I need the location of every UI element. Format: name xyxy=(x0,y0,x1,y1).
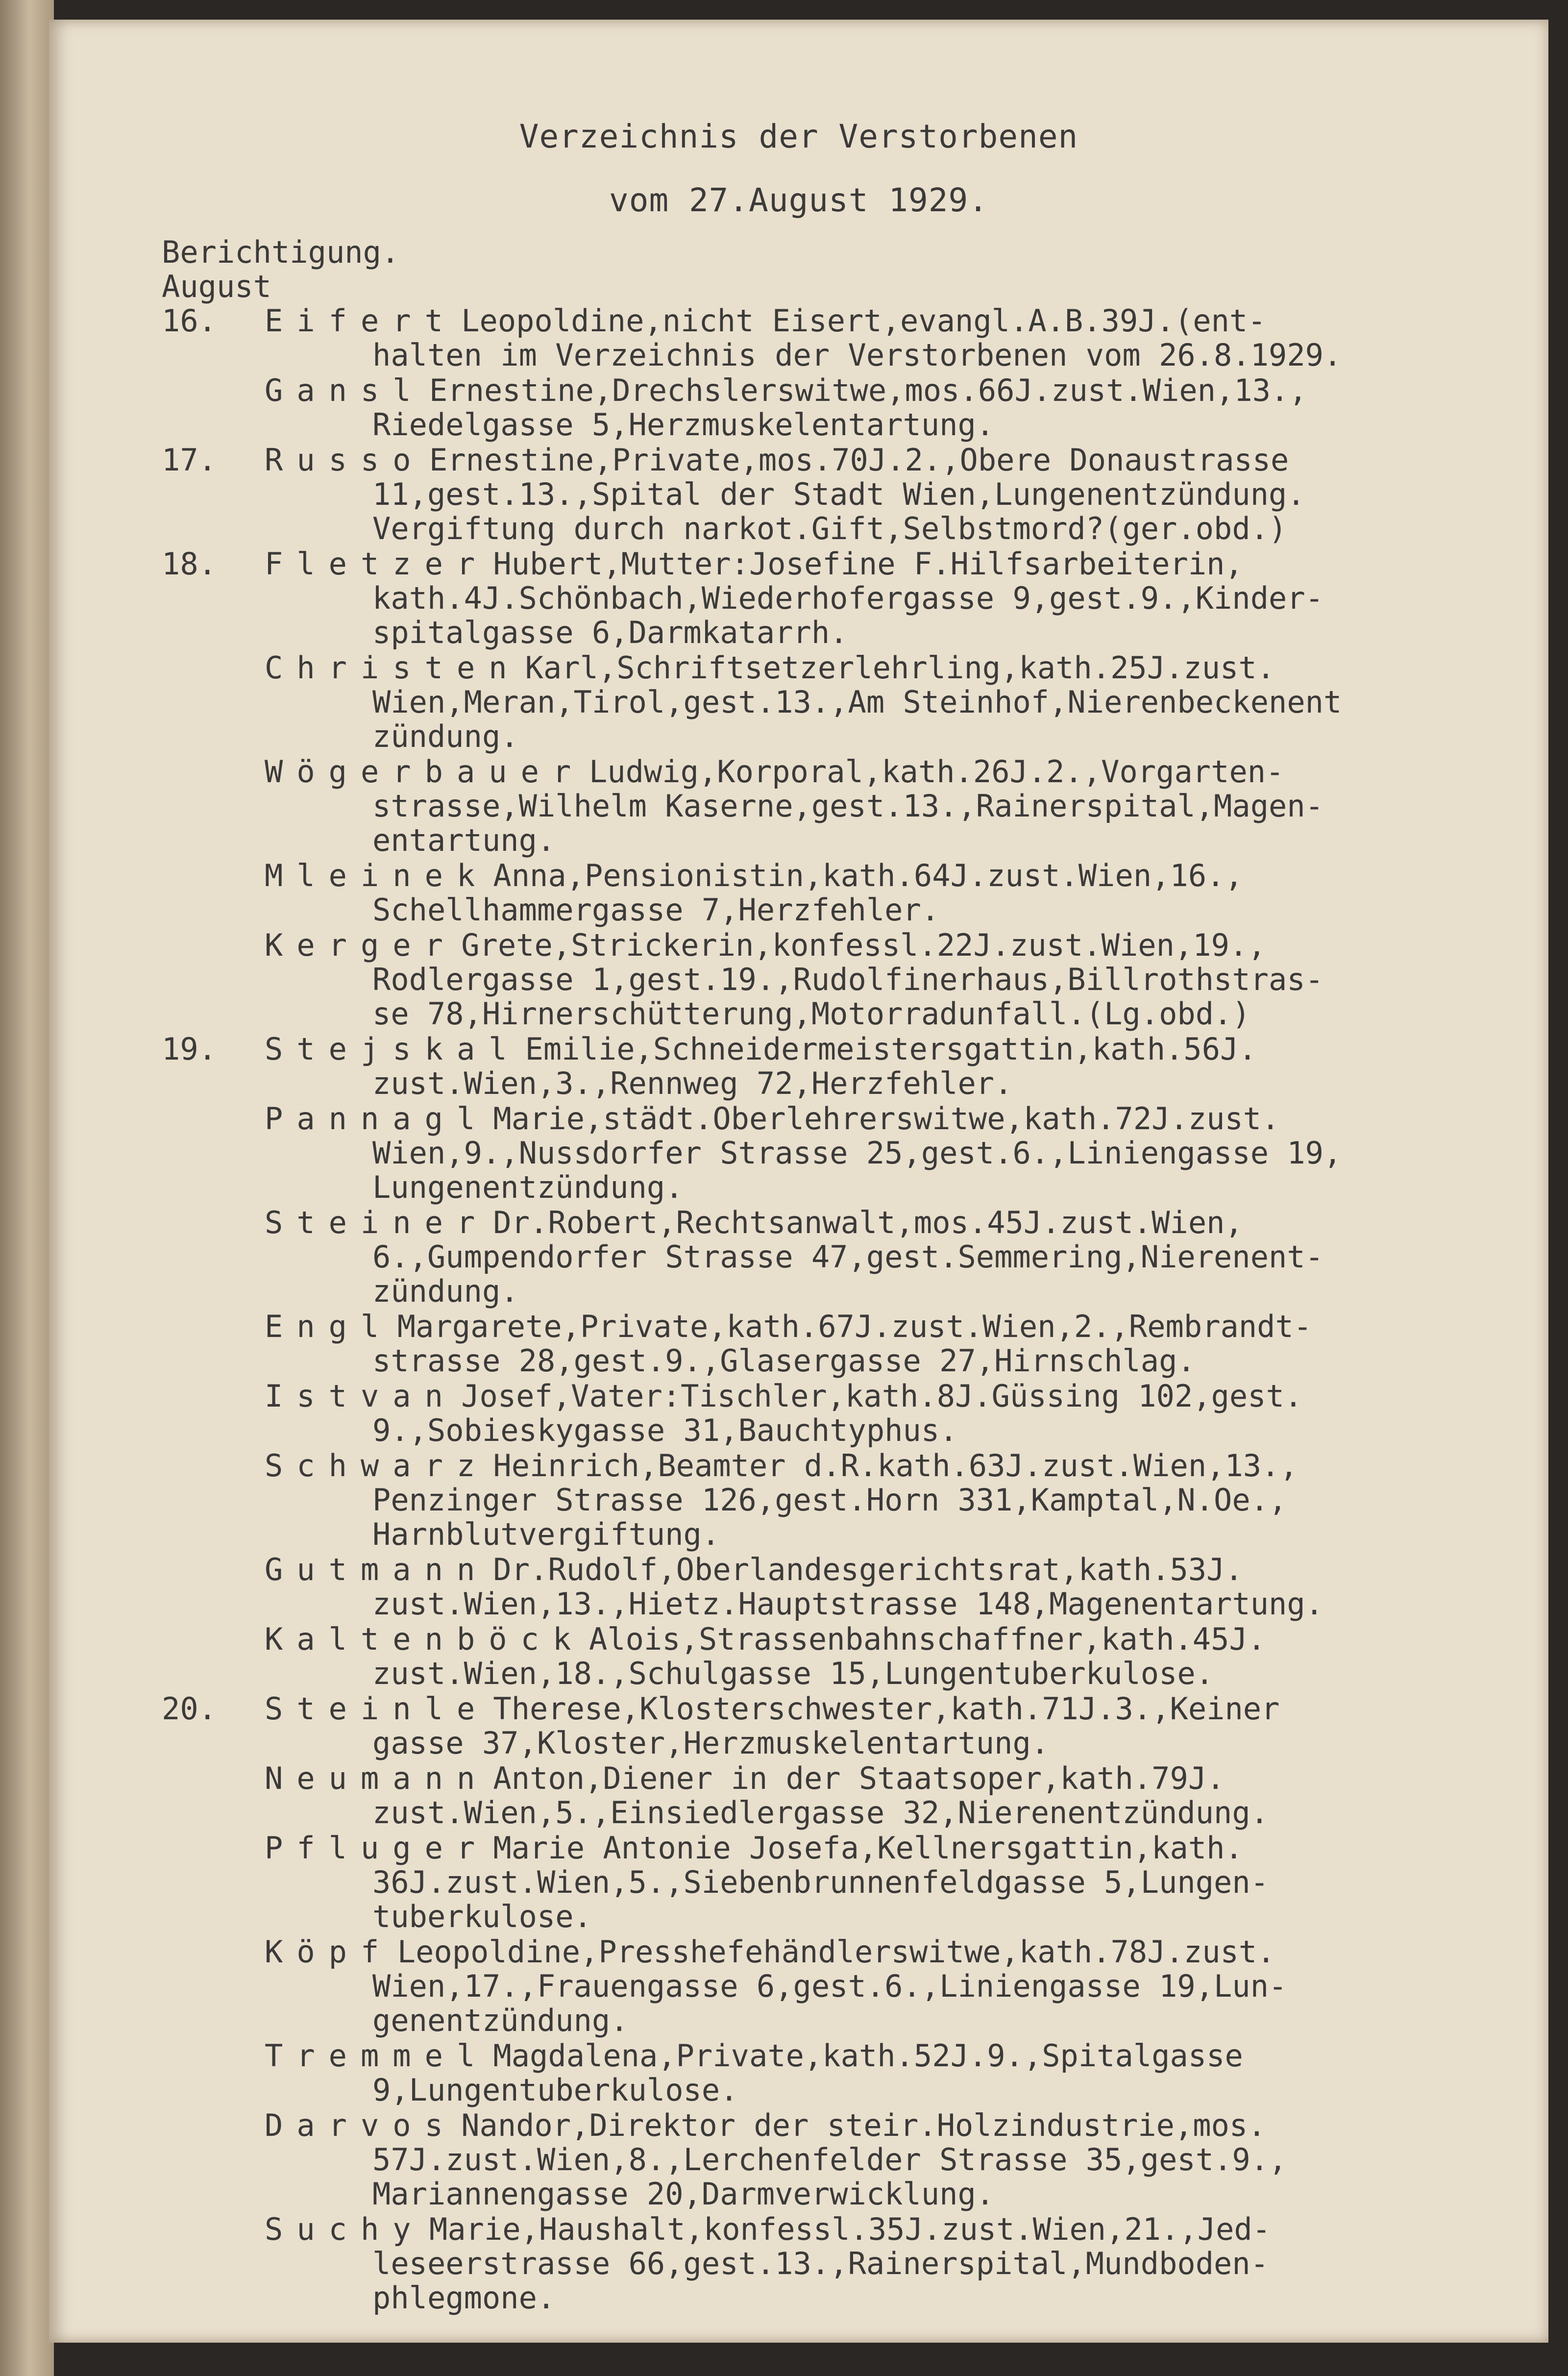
entry-item xyxy=(49,1032,1548,1101)
entry-continuation-line: zust.Wien,3.,Rennweg 72,Herzfehler. xyxy=(372,1065,1013,1101)
entry-continuation-line: zündung. xyxy=(372,718,519,754)
entry-first-line: Grete,Strickerin,konfessl.22J.zust.Wien,19., xyxy=(461,927,1266,963)
entry-first-line: Karl,Schriftsetzerlehrling,kath.25J.zust. xyxy=(525,650,1275,686)
entry-surname: Russo xyxy=(265,442,425,478)
entry-item xyxy=(49,547,1548,650)
entry-date: 19. xyxy=(162,1031,217,1067)
entry-surname: Pfluger xyxy=(265,1830,489,1866)
entry-surname: Gutmann xyxy=(265,1552,489,1587)
entry-continuation-line: strasse,Wilhelm Kaserne,gest.13.,Rainerspital,Magen- xyxy=(372,788,1324,824)
entry-surname: Christen xyxy=(265,650,521,686)
entry-item xyxy=(49,2108,1548,2211)
entry-continuation-line: zust.Wien,5.,Einsiedlergasse 32,Nierenentzündung. xyxy=(372,1795,1269,1831)
entry-item xyxy=(49,1206,1548,1309)
entry-surname: Mleinek xyxy=(265,858,489,893)
entry-item xyxy=(49,1102,1548,1205)
entry-continuation-line: kath.4J.Schönbach,Wiederhofergasse 9,gest.9.,Kinder- xyxy=(372,580,1324,616)
entry-item xyxy=(49,859,1548,927)
entry-first-line: Leopoldine,nicht Eisert,evangl.A.B.39J.(ent- xyxy=(461,303,1266,339)
entry-item xyxy=(49,928,1548,1031)
entry-first-line: Emilie,Schneidermeistersgattin,kath.56J. xyxy=(525,1031,1257,1067)
entry-item xyxy=(49,443,1548,546)
entry-surname: Gansl xyxy=(265,372,425,408)
entry-first-line: Leopoldine,Presshefehändlerswitwe,kath.78J.zust. xyxy=(397,1934,1275,1970)
left-page-edge xyxy=(0,0,54,2376)
entry-item xyxy=(49,1692,1548,1760)
entry-continuation-line: Lungenentzündung. xyxy=(372,1169,684,1205)
entry-continuation-line: gasse 37,Kloster,Herzmuskelentartung. xyxy=(372,1725,1050,1761)
entry-surname: Fletzer xyxy=(265,546,489,582)
entry-item xyxy=(49,1379,1548,1448)
entry-continuation-line: 57J.zust.Wien,8.,Lerchenfelder Strasse 35,gest.9., xyxy=(372,2142,1287,2178)
entry-surname: Steiner xyxy=(265,1205,489,1240)
entry-continuation-line: phlegmone. xyxy=(372,2280,556,2316)
entry-first-line: Josef,Vater:Tischler,kath.8J.Güssing 102,gest. xyxy=(461,1378,1303,1414)
entry-continuation-line: 11,gest.13.,Spital der Stadt Wien,Lungenentzündung. xyxy=(372,476,1305,512)
entry-date: 16. xyxy=(162,303,217,339)
entry-continuation-line: 9,Lungentuberkulose. xyxy=(372,2072,738,2108)
entry-first-line: Margarete,Private,kath.67J.zust.Wien,2.,Rembrandt- xyxy=(397,1309,1312,1344)
correction-label: Berichtigung. xyxy=(162,234,400,270)
entry-surname: Istvan xyxy=(265,1378,457,1414)
entry-item xyxy=(49,755,1548,858)
entry-date: 20. xyxy=(162,1691,217,1727)
entry-surname: Steinle xyxy=(265,1691,489,1727)
page-title: Verzeichnis der Verstorbenen xyxy=(519,118,1078,155)
entry-first-line: Anna,Pensionistin,kath.64J.zust.Wien,16., xyxy=(493,858,1243,893)
entry-surname: Tremmel xyxy=(265,2038,489,2074)
entry-item xyxy=(49,1553,1548,1621)
entry-first-line: Magdalena,Private,kath.52J.9.,Spitalgasse xyxy=(493,2038,1243,2074)
entry-item xyxy=(49,373,1548,442)
entry-surname: Engl xyxy=(265,1309,393,1344)
entry-surname: Suchy xyxy=(265,2211,425,2247)
entry-continuation-line: entartung. xyxy=(372,822,556,858)
entry-date: 17. xyxy=(162,442,217,478)
entry-surname: Kerger xyxy=(265,927,457,963)
entry-continuation-line: zust.Wien,18.,Schulgasse 15,Lungentuberkulose. xyxy=(372,1656,1214,1691)
entry-continuation-line: 6.,Gumpendorfer Strasse 47,gest.Semmering,Nierenent- xyxy=(372,1239,1324,1275)
entry-surname: Darvos xyxy=(265,2107,457,2143)
entry-surname: Wögerbauer xyxy=(265,754,585,790)
entry-first-line: Marie Antonie Josefa,Kellnersgattin,kath. xyxy=(493,1830,1243,1866)
entry-first-line: Therese,Klosterschwester,kath.71J.3.,Keiner xyxy=(493,1691,1280,1727)
entry-continuation-line: spitalgasse 6,Darmkatarrh. xyxy=(372,615,848,650)
entry-first-line: Ludwig,Korporal,kath.26J.2.,Vorgarten- xyxy=(589,754,1284,790)
entry-continuation-line: halten im Verzeichnis der Verstorbenen vom 26.8.1929. xyxy=(372,337,1342,373)
entry-continuation-line: Mariannengasse 20,Darmverwicklung. xyxy=(372,2176,995,2212)
entry-item xyxy=(49,1831,1548,1934)
entry-item xyxy=(49,1761,1548,1830)
entry-surname: Pannagl xyxy=(265,1101,489,1137)
entry-continuation-line: Harnblutvergiftung. xyxy=(372,1516,720,1552)
entry-first-line: Hubert,Mutter:Josefine F.Hilfsarbeiterin, xyxy=(493,546,1243,582)
entry-first-line: Heinrich,Beamter d.R.kath.63J.zust.Wien,13., xyxy=(493,1448,1298,1484)
entry-surname: Neumann xyxy=(265,1760,489,1796)
entry-continuation-line: Schellhammergasse 7,Herzfehler. xyxy=(372,892,940,928)
entry-surname: Eifert xyxy=(265,303,457,339)
entry-item xyxy=(49,1622,1548,1691)
entry-continuation-line: Wien,17.,Frauengasse 6,gest.6.,Liniengasse 19,Lun- xyxy=(372,1968,1287,2004)
entry-continuation-line: zündung. xyxy=(372,1273,519,1309)
entry-continuation-line: Vergiftung durch narkot.Gift,Selbstmord?(ger.obd.) xyxy=(372,511,1287,546)
document-page xyxy=(49,20,1548,2343)
entry-continuation-line: se 78,Hirnerschütterung,Motorradunfall.(Lg.obd.) xyxy=(372,996,1250,1032)
entry-first-line: Ernestine,Private,mos.70J.2.,Obere Donaustrasse xyxy=(429,442,1289,478)
entry-continuation-line: zust.Wien,13.,Hietz.Hauptstrasse 148,Magenentartung. xyxy=(372,1586,1324,1622)
entry-continuation-line: strasse 28,gest.9.,Glasergasse 27,Hirnschlag. xyxy=(372,1343,1196,1379)
page-subtitle: vom 27.August 1929. xyxy=(609,181,988,219)
entry-surname: Kaltenböck xyxy=(265,1621,585,1657)
entry-first-line: Ernestine,Drechslerswitwe,mos.66J.zust.Wien,13., xyxy=(429,372,1307,408)
entry-item xyxy=(49,2039,1548,2107)
entry-first-line: Marie,städt.Oberlehrerswitwe,kath.72J.zust. xyxy=(493,1101,1280,1137)
entry-first-line: Dr.Rudolf,Oberlandesgerichtsrat,kath.53J. xyxy=(493,1552,1243,1587)
entry-item xyxy=(49,2212,1548,2315)
entry-item xyxy=(49,304,1548,372)
entry-first-line: Anton,Diener in der Staatsoper,kath.79J. xyxy=(493,1760,1225,1796)
entry-first-line: Dr.Robert,Rechtsanwalt,mos.45J.zust.Wien, xyxy=(493,1205,1243,1240)
entry-item xyxy=(49,1449,1548,1552)
entry-first-line: Nandor,Direktor der steir.Holzindustrie,mos. xyxy=(461,2107,1266,2143)
entry-continuation-line: 36J.zust.Wien,5.,Siebenbrunnenfeldgasse 5,Lungen- xyxy=(372,1864,1269,1900)
entry-item xyxy=(49,651,1548,754)
entry-item xyxy=(49,1310,1548,1378)
entry-continuation-line: genentzündung. xyxy=(372,2003,629,2038)
month-label: August xyxy=(162,269,271,304)
entry-first-line: Marie,Haushalt,konfessl.35J.zust.Wien,21.,Jed- xyxy=(429,2211,1271,2247)
entry-continuation-line: Riedelgasse 5,Herzmuskelentartung. xyxy=(372,407,995,443)
entry-continuation-line: Wien,Meran,Tirol,gest.13.,Am Steinhof,Nierenbeckenent xyxy=(372,684,1342,720)
entry-surname: Stejskal xyxy=(265,1031,521,1067)
entry-date: 18. xyxy=(162,546,217,582)
entry-continuation-line: leseerstrasse 66,gest.13.,Rainerspital,Mundboden- xyxy=(372,2246,1269,2281)
entry-first-line: Alois,Strassenbahnschaffner,kath.45J. xyxy=(589,1621,1266,1657)
entry-continuation-line: 9.,Sobieskygasse 31,Bauchtyphus. xyxy=(372,1412,958,1448)
entry-item xyxy=(49,1935,1548,2038)
entry-surname: Köpf xyxy=(265,1934,393,1970)
entry-surname: Schwarz xyxy=(265,1448,489,1484)
entry-continuation-line: Rodlergasse 1,gest.19.,Rudolfinerhaus,Billrothstras- xyxy=(372,962,1324,997)
entry-continuation-line: tuberkulose. xyxy=(372,1899,592,1934)
entry-continuation-line: Wien,9.,Nussdorfer Strasse 25,gest.6.,Liniengasse 19, xyxy=(372,1135,1342,1171)
entry-continuation-line: Penzinger Strasse 126,gest.Horn 331,Kamptal,N.Oe., xyxy=(372,1482,1287,1518)
